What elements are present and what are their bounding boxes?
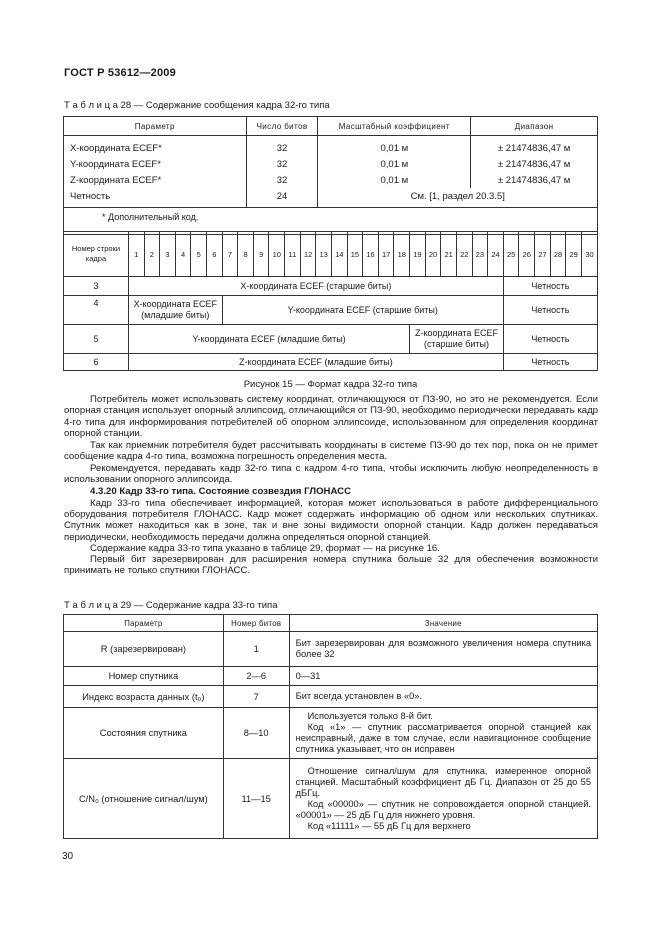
column-header: Диапазон (471, 117, 598, 136)
field-cell: Y-координата ECEF (младшие биты) (128, 325, 409, 354)
body-text (64, 394, 598, 577)
cell-line: Код «00000» — спутник не сопровождается опорной станцией. «00001» — 25 дБ Гц для нижнего уровня. (295, 798, 591, 820)
paragraph: Так как приемник потребителя будет рассчитывать координаты в системе ПЗ-90 до тех пор, пока он не примет сообщение кадра 4-го типа, возможна погрешность определения места. (64, 440, 598, 463)
table-cell: Индекс возраста данных (t₀) (64, 686, 224, 708)
table-cell: 32 (246, 156, 318, 172)
column-header: Параметр (64, 117, 247, 136)
cell-line: Используется только 8-й бит. (307, 711, 433, 721)
table-cell: 1 (223, 632, 289, 667)
table-28 (63, 116, 598, 235)
column-header: Масштабный коэффициент (318, 117, 471, 136)
table-cell: См. [1, раздел 20.3.5] (318, 188, 598, 208)
bit-number: 7 (222, 232, 238, 277)
parity-cell: Четность (503, 325, 597, 354)
table-cell: X-координата ECEF* (64, 136, 247, 157)
cell-line: Код «11111» — 55 дБ Гц для верхнего (307, 820, 471, 831)
bit-number: 3 (160, 232, 176, 277)
paragraph: Содержание кадра 33-го типа указано в таблице 29, формат — на рисунке 16. (90, 542, 440, 554)
frame-format-figure (63, 231, 598, 371)
paragraph: Первый бит зарезервирован для расширения номера спутника больше 32 для обеспечения возможности принимать не только спутники ГЛОНАСС. (64, 554, 598, 577)
table-cell: Y-координата ECEF* (64, 156, 247, 172)
row-number: 5 (64, 325, 129, 354)
column-header: Номер битов (223, 615, 289, 632)
table-cell: 2—6 (223, 667, 289, 686)
bit-number: 6 (207, 232, 223, 277)
bit-number: 4 (175, 232, 191, 277)
bit-number: 28 (550, 232, 566, 277)
table-cell: ± 21474836,47 м (471, 156, 598, 172)
parity-cell: Четность (503, 296, 597, 325)
bit-number: 30 (581, 232, 597, 277)
table-cell: 24 (246, 188, 318, 208)
table-cell: Бит всегда установлен в «0». (289, 686, 597, 708)
bit-number: 20 (425, 232, 441, 277)
figure-caption: Рисунок 15 — Формат кадра 32-го типа (243, 379, 418, 390)
paragraph: Рекомендуется, передавать кадр 32-го типа с кадром 4-го типа, чтобы исключить любую неопределенность в использовании опорного эллипсоида. (64, 462, 598, 486)
table-cell: 0—31 (289, 667, 597, 686)
table-cell: 0,01 м (318, 136, 471, 157)
row-number: 6 (64, 354, 129, 371)
table-cell: Номер спутника (64, 667, 224, 686)
table-cell: Z-координата ECEF* (64, 172, 247, 188)
table-cell: 0,01 м (318, 172, 471, 188)
table-29 (63, 614, 598, 839)
paragraph: Кадр 33-го типа обеспечивает информацией, которая может использоваться в работе дифференциального оборудования потребителя ГЛОНАСС. Кадр может содержать информацию об одном или нескольких спутниках. Спутник может находиться как в зоне, так и вне зоны видимости опорной станции. Кадр должен передаваться периодически, необходимость передачи должна определяться опорной станцией. (64, 497, 598, 543)
column-header: Параметр (64, 615, 224, 632)
bit-number: 29 (566, 232, 582, 277)
field-cell: Z-координата ECEF (старшие биты) (410, 325, 504, 354)
table28-caption: Т а б л и ц а 28 — Содержание сообщения кадра 32-го типа (64, 100, 330, 111)
bit-number: 22 (456, 232, 472, 277)
cell-line: Отношение сигнал/шум для спутника, измеренное опорной станцией. Масштабный коэффициент дБ Гц. Диапазон от 25 до 55 дБГц. (295, 765, 591, 798)
bit-number: 16 (363, 232, 379, 277)
table-cell: Четность (64, 188, 247, 208)
table-cell: ± 21474836,47 м (471, 136, 598, 157)
table-cell: 32 (246, 172, 318, 188)
table-cell: 11—15 (223, 759, 289, 839)
table-cell: ± 21474836,47 м (471, 172, 598, 188)
bit-number: 5 (191, 232, 207, 277)
table-cell (289, 708, 597, 759)
table-cell: Состояния спутника (64, 708, 224, 759)
table-cell: 8—10 (223, 708, 289, 759)
bit-number: 23 (472, 232, 488, 277)
row-number: 4 (64, 296, 129, 325)
bit-number: 8 (238, 232, 254, 277)
bit-number: 10 (269, 232, 285, 277)
table-cell (289, 759, 597, 839)
row-number: 3 (64, 277, 129, 296)
bit-number: 2 (144, 232, 160, 277)
paragraph: Потребитель может использовать систему координат, отличающуюся от ПЗ-90, но это не рекомендуется. Если опорная станция использует опорный эллипсоид, отличающийся от ПЗ-90, необходимо периодически передавать кадр 4-го типа для информирования потребителей об опорном эллипсоиде, использованном для определения координат опорной станции. (64, 394, 598, 439)
field-cell: X-координата ECEF (старшие биты) (128, 277, 503, 296)
bit-number: 24 (488, 232, 504, 277)
document-header: ГОСТ Р 53612—2009 (64, 67, 176, 79)
parity-cell: Четность (503, 277, 597, 296)
table29-caption: Т а б л и ц а 29 — Содержание кадра 33-го типа (64, 600, 278, 611)
bit-number: 25 (503, 232, 519, 277)
cell-line: Код «1» — спутник рассматривается опорной станцией как неисправный, даже в том случае, если навигационное сообщение спутника указывает, что он исправен (295, 722, 591, 754)
bit-number: 19 (410, 232, 426, 277)
bit-number: 17 (378, 232, 394, 277)
bit-number: 18 (394, 232, 410, 277)
field-cell: Y-координата ECEF (старшие биты) (222, 296, 503, 325)
table-cell: C/N₀ (отношение сигнал/шум) (64, 759, 224, 839)
table-cell: R (зарезервирован) (64, 632, 224, 667)
bit-number: 26 (519, 232, 535, 277)
bit-number: 13 (316, 232, 332, 277)
table-cell: 0,01 м (318, 156, 471, 172)
field-cell: Z-координата ECEF (младшие биты) (128, 354, 503, 371)
bit-number: 9 (253, 232, 269, 277)
section-heading: 4.3.20 Кадр 33-го типа. Состояние созвездия ГЛОНАСС (90, 486, 352, 498)
parity-cell: Четность (503, 354, 597, 371)
bit-number: 27 (535, 232, 551, 277)
column-header: Значение (289, 615, 597, 632)
page-number: 30 (62, 851, 74, 862)
bit-number: 15 (347, 232, 363, 277)
table-footnote: * Дополнительный код. (64, 208, 598, 235)
table-cell: Бит зарезервирован для возможного увеличения номера спутника более 32 (289, 632, 597, 667)
bit-number: 14 (331, 232, 347, 277)
bit-number: 21 (441, 232, 457, 277)
bit-number: 1 (128, 232, 144, 277)
bit-number: 11 (285, 232, 301, 277)
bit-number: 12 (300, 232, 316, 277)
table-cell: 7 (223, 686, 289, 708)
field-cell: X-координата ECEF (младшие биты) (128, 296, 222, 325)
column-header: Число битов (246, 117, 318, 136)
table-cell: 32 (246, 136, 318, 157)
row-number-header: Номер строки кадра (64, 232, 129, 277)
